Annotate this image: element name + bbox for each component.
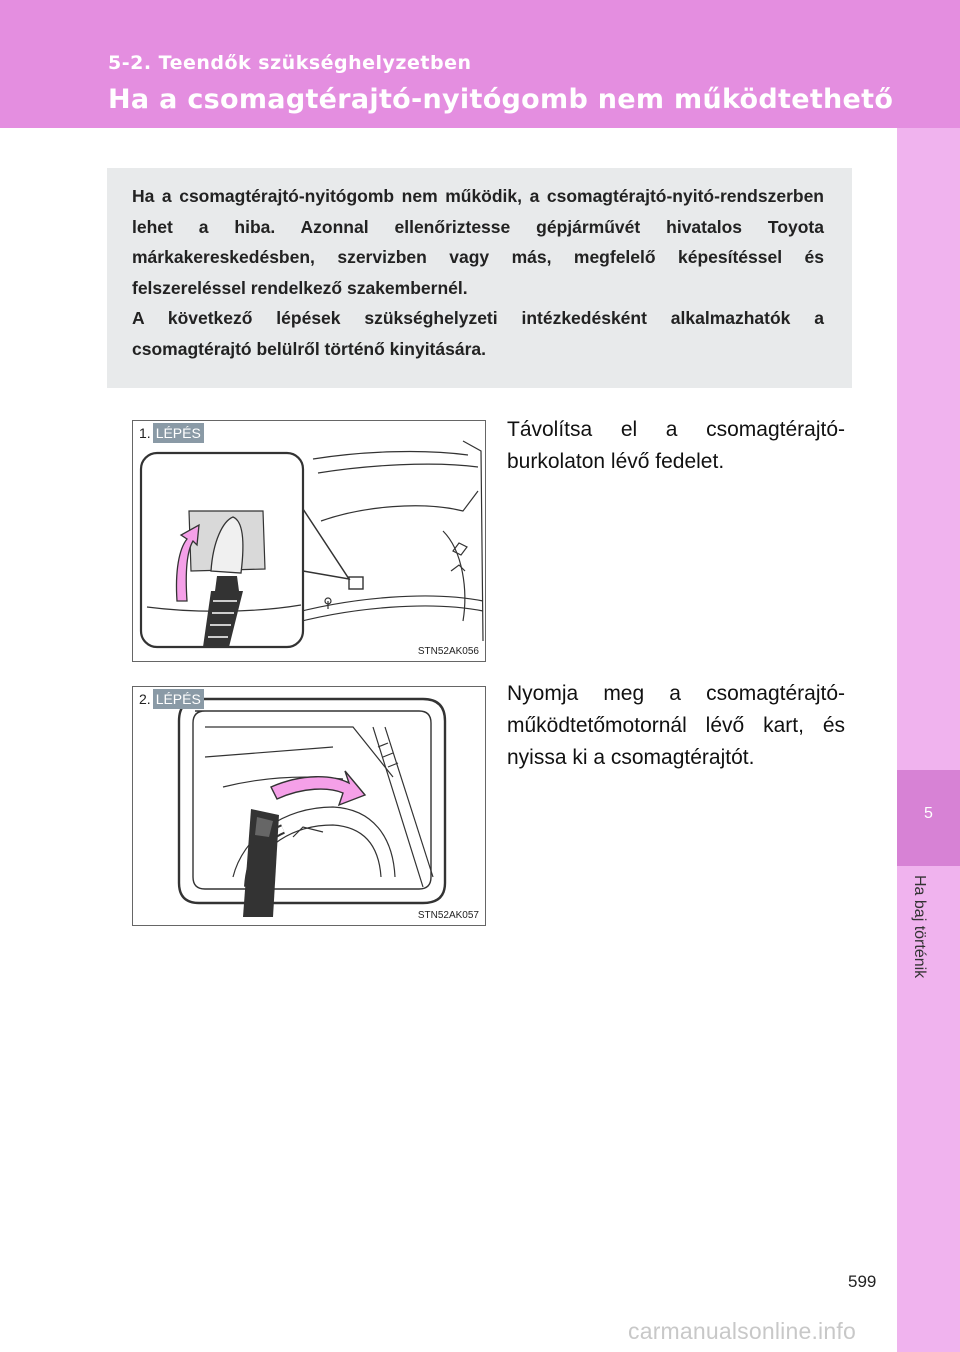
step-1-text: Távolítsa el a csomagtérajtó-burkolaton lévő fedelet. (507, 418, 845, 473)
chapter-number: 5 (924, 805, 933, 822)
info-paragraph-1: Ha a csomagtérajtó-nyitógomb nem működik, a csomagtérajtó-nyitó-rendszerben lehet a hiba. Azonnal ellenőriztesse gépjárművét hivatalos Toyota márkakereskedésben, szervizben vagy más, megfelelő képesítéssel és felszereléssel rendelkező szakembernél. (132, 186, 824, 298)
step-2-figure (132, 686, 486, 926)
step-2-figure-code: STN52AK057 (417, 910, 479, 921)
section-heading: 5-2. Teendők szükséghelyzetben (108, 52, 472, 74)
step-2-illustration (133, 687, 485, 925)
info-paragraph-2: A következő lépések szükséghelyzeti intézkedésként alkalmazhatók a csomagtérajtó belülről történő kinyitására. (132, 308, 824, 359)
page-title: Ha a csomagtérajtó-nyitógomb nem működtethető (108, 84, 894, 115)
chapter-label: Ha baj történik (911, 875, 928, 979)
step-1-figure-code: STN52AK056 (417, 646, 479, 657)
step-1-word: LÉPÉS (153, 423, 204, 443)
page-header (0, 0, 960, 128)
info-box-text (132, 181, 824, 364)
step-1-figure (132, 420, 486, 662)
watermark: carmanualsonline.info (628, 1318, 856, 1344)
side-tab-upper (897, 128, 960, 770)
step-2-number: 2. (135, 689, 153, 709)
step-1-illustration (133, 421, 485, 661)
side-tab-lower (897, 866, 960, 1352)
info-box (107, 168, 852, 388)
step-2-word: LÉPÉS (153, 689, 204, 709)
page-number: 599 (848, 1272, 877, 1291)
step-1-tag (135, 423, 204, 443)
step-2-tag (135, 689, 204, 709)
step-1-number: 1. (135, 423, 153, 443)
step-2-text: Nyomja meg a csomagtérajtó-működtetőmotornál lévő kart, és nyissa ki a csomagtérajtót. (507, 682, 845, 769)
